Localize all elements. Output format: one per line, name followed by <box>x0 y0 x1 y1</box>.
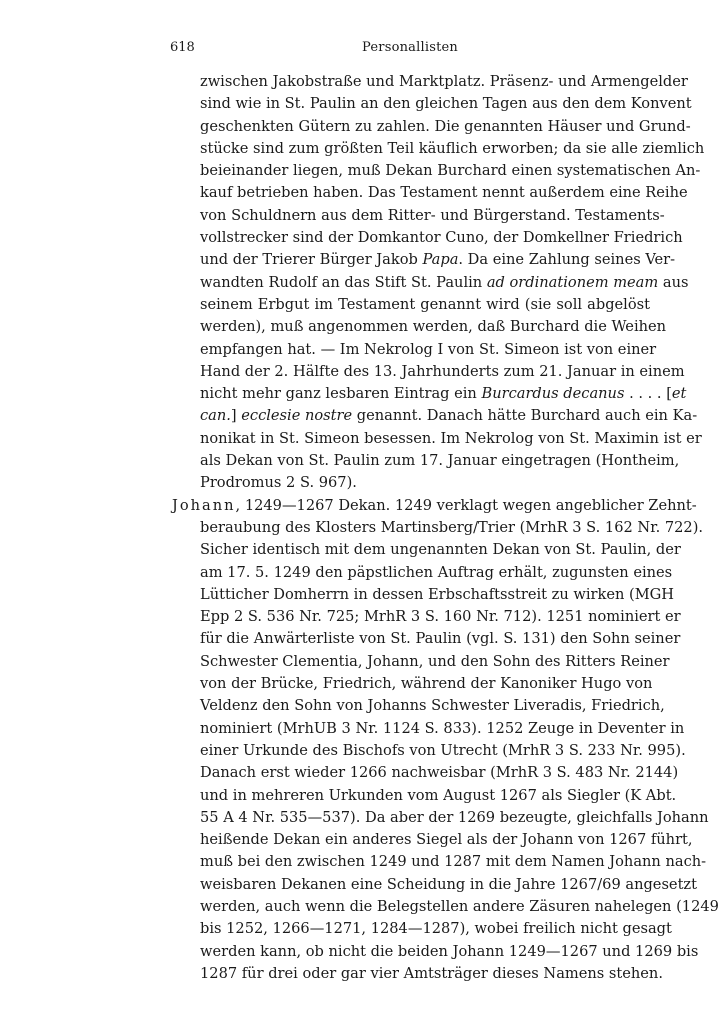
text-run: vollstrecker sind der Domkantor Cuno, der Domkellner Friedrich <box>200 229 683 247</box>
text-line <box>172 138 705 160</box>
text-line <box>172 93 692 115</box>
text-run: werden), muß angenommen werden, daß Burchard die Weihen <box>200 318 667 336</box>
text-line <box>172 562 673 584</box>
text-line <box>172 339 657 361</box>
text-line <box>172 918 672 940</box>
text-line <box>172 673 653 695</box>
text-line <box>172 606 681 628</box>
text-line <box>172 361 685 383</box>
text-line <box>172 517 704 539</box>
italic-run: can. <box>200 407 231 425</box>
text-run: aus <box>658 273 689 291</box>
text-line <box>172 316 667 338</box>
text-run: muß bei den zwischen 1249 und 1287 mit dem Namen Johann nach- <box>200 853 707 871</box>
text-run: . Da eine Zahlung seines Ver- <box>458 251 676 269</box>
text-line <box>172 584 675 606</box>
text-line <box>172 160 701 182</box>
page-number: 618 <box>170 40 195 55</box>
text-run: zwischen Jakobstraße und Marktplatz. Präsenz- und Armengelder <box>200 73 688 90</box>
italic-run: et <box>671 385 687 403</box>
text-line <box>172 874 697 896</box>
text-run: stücke sind zum größten Teil käuflich erworben; da sie alle ziemlich <box>200 139 705 157</box>
text-line <box>172 829 693 851</box>
italic-run: ad ordinationem meam <box>486 273 659 291</box>
entry-name: Johann <box>172 496 236 514</box>
text-line <box>172 428 702 450</box>
text-run: 55 A 4 Nr. 535—537). Da aber der 1269 bezeugte, gleichfalls Johann <box>200 808 709 826</box>
text-run: Veldenz den Sohn von Johanns Schwester Liveradis, Friedrich, <box>200 697 665 715</box>
text-run: nonikat in St. Simeon besessen. Im Nekrolog von St. Maximin ist er <box>200 429 702 447</box>
text-line <box>172 695 665 717</box>
text-run: nicht mehr ganz lesbaren Eintrag ein <box>200 385 482 403</box>
text-run: für die Anwärterliste von St. Paulin (vgl. S. 131) den Sohn seiner <box>200 630 681 648</box>
text-run: einer Urkunde des Bischofs von Utrecht (MrhR 3 S. 233 Nr. 995). <box>200 741 686 759</box>
text-run: , 1249—1267 Dekan. 1249 verklagt wegen angeblicher Zehnt- <box>235 496 697 514</box>
text-run: und in mehreren Urkunden vom August 1267 als Siegler (K Abt. <box>200 786 677 804</box>
text-run: empfangen hat. — Im Nekrolog I von St. Simeon ist von einer <box>200 340 657 358</box>
text-line <box>172 71 688 93</box>
text-run: Lütticher Domherrn in dessen Erbschaftsstreit zu wirken (MGH <box>200 585 675 603</box>
text-line <box>172 272 689 294</box>
body-text <box>172 71 719 985</box>
text-line <box>172 227 683 249</box>
text-line <box>172 294 650 316</box>
text-run: beraubung des Klosters Martinsberg/Trier (MrhR 3 S. 162 Nr. 722). <box>200 518 704 536</box>
text-run: weisbaren Dekanen eine Scheidung in die Jahre 1267/69 angesetzt <box>200 875 697 893</box>
text-run: von der Brücke, Friedrich, während der Kanoniker Hugo von <box>200 675 653 693</box>
text-run: von Schuldnern aus dem Ritter- und Bürgerstand. Testaments- <box>200 206 665 224</box>
italic-run: Burcardus decanus <box>481 385 625 403</box>
text-run: nominiert (MrhUB 3 Nr. 1124 S. 833). 1252 Zeuge in Deventer in <box>200 719 685 737</box>
text-line <box>172 740 686 762</box>
text-line <box>172 762 679 784</box>
text-run: seinem Erbgut im Testament genannt wird (sie soll abgelöst <box>200 295 650 313</box>
text-line <box>172 472 650 494</box>
text-run: geschenkten Gütern zu zahlen. Die genannten Häuser und Grund- <box>200 117 691 135</box>
text-line <box>172 116 691 138</box>
text-line <box>172 941 699 963</box>
text-run: und der Trierer Bürger Jakob <box>200 251 423 269</box>
text-run: . . . . [ <box>624 385 672 403</box>
text-run: werden, auch wenn die Belegstellen andere Zäsuren nahelegen (1249 <box>200 897 719 915</box>
text-run: kauf betrieben haben. Das Testament nennt außerdem eine Reihe <box>200 184 688 202</box>
text-line <box>172 249 676 271</box>
text-run: Epp 2 S. 536 Nr. 725; MrhR 3 S. 160 Nr. 712). 1251 nominiert er <box>200 608 681 626</box>
text-run: Prodromus 2 S. 967). <box>200 474 357 492</box>
text-run: heißende Dekan ein anderes Siegel als der Johann von 1267 führt, <box>200 831 693 849</box>
text-run: sind wie in St. Paulin an den gleichen Tagen aus den dem Konvent <box>200 95 692 113</box>
text-line <box>172 205 665 227</box>
entry-heading-line <box>172 495 697 517</box>
text-line <box>172 807 709 829</box>
text-run: Hand der 2. Hälfte des 13. Jahrhunderts zum 21. Januar in einem <box>200 362 685 380</box>
text-line <box>172 785 677 807</box>
text-line <box>172 182 688 204</box>
text-run: werden kann, ob nicht die beiden Johann 1249—1267 und 1269 bis <box>200 942 699 960</box>
running-head <box>170 40 650 60</box>
text-run: ] <box>230 407 242 425</box>
text-line <box>172 651 670 673</box>
text-run: bis 1252, 1266—1271, 1284—1287), wobei freilich nicht gesagt <box>200 920 672 938</box>
text-run: als Dekan von St. Paulin zum 17. Januar eingetragen (Hontheim, <box>200 452 680 470</box>
text-line <box>172 405 698 427</box>
text-line <box>172 450 680 472</box>
text-run: 1287 für drei oder gar vier Amtsträger dieses Namens stehen. <box>200 964 663 982</box>
text-line <box>172 628 681 650</box>
text-line <box>172 539 681 561</box>
text-run: genannt. Danach hätte Burchard auch ein Ka- <box>352 407 698 425</box>
text-run: beieinander liegen, muß Dekan Burchard einen systematischen An- <box>200 162 701 180</box>
text-line <box>172 383 687 405</box>
text-line <box>172 718 685 740</box>
text-run: Schwester Clementia, Johann, und den Sohn des Ritters Reiner <box>200 652 670 670</box>
text-run: Sicher identisch mit dem ungenannten Dekan von St. Paulin, der <box>200 541 681 559</box>
text-run: wandten Rudolf an das Stift St. Paulin <box>200 273 487 291</box>
text-line <box>172 851 707 873</box>
italic-run: ecclesie nostre <box>241 407 353 425</box>
text-line <box>172 963 663 985</box>
text-line <box>172 896 719 918</box>
running-title: Personallisten <box>362 40 458 55</box>
italic-run: Papa <box>422 251 459 269</box>
text-run: Danach erst wieder 1266 nachweisbar (MrhR 3 S. 483 Nr. 2144) <box>200 764 679 782</box>
text-run: am 17. 5. 1249 den päpstlichen Auftrag erhält, zugunsten eines <box>200 563 673 581</box>
